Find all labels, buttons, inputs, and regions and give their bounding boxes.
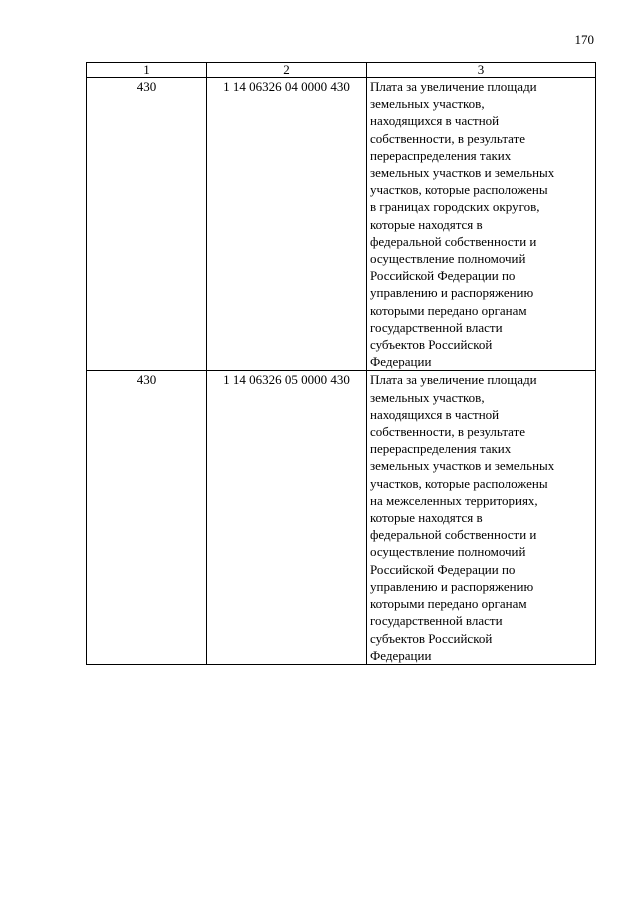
page-number: 170 (574, 32, 594, 47)
admin-code-cell: 430 (87, 78, 207, 371)
budget-classification-code-cell: 1 14 06326 05 0000 430 (207, 371, 367, 664)
column-header-1: 1 (87, 63, 207, 78)
income-description-cell: Плата за увеличение площади земельных участков, находящихся в частной собственности, в результате перераспределения таких земельных участков и земельных участков, которые расположены в границах городских округов, которые находятся в федеральной собственности и осуществление полномочий Российской Федерации по управлению и распоряжению которыми передано органам государственной власти субъектов Российской Федерации (367, 78, 596, 371)
budget-classification-code-cell: 1 14 06326 04 0000 430 (207, 78, 367, 371)
column-header-3: 3 (367, 63, 596, 78)
budget-code-table (86, 62, 596, 665)
admin-code-cell: 430 (87, 371, 207, 664)
income-description-cell: Плата за увеличение площади земельных участков, находящихся в частной собственности, в результате перераспределения таких земельных участков и земельных участков, которые расположены на межселенных территориях, которые находятся в федеральной собственности и осуществление полномочий Российской Федерации по управлению и распоряжению которыми передано органам государственной власти субъектов Российской Федерации (367, 371, 596, 664)
column-header-2: 2 (207, 63, 367, 78)
table-header-row (87, 63, 596, 78)
table-row (87, 371, 596, 664)
table-row (87, 78, 596, 371)
